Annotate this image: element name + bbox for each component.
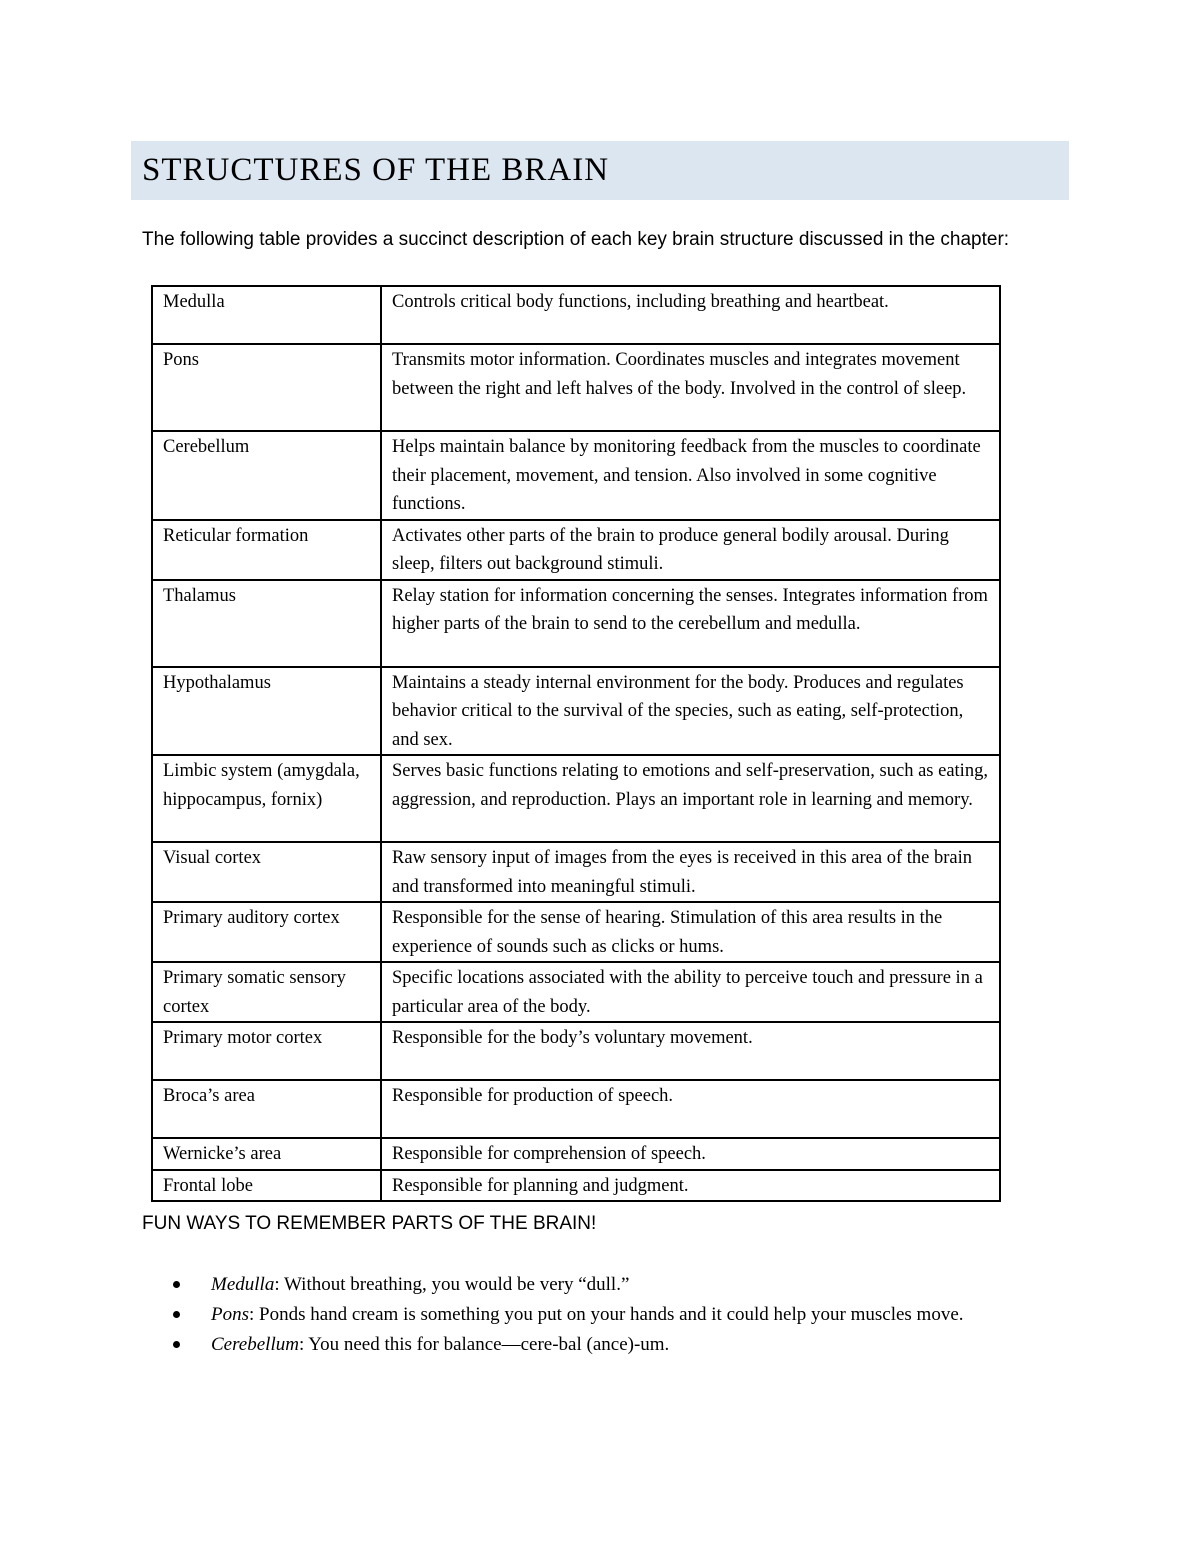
table-row [152, 755, 1000, 842]
structure-description: Helps maintain balance by monitoring feedback from the muscles to coordinate their placement, movement, and tension. Also involved in some cognitive functions. [381, 431, 1000, 520]
table-row [152, 902, 1000, 962]
intro-paragraph: The following table provides a succinct description of each key brain structure discussed in the chapter: [142, 229, 1010, 250]
structure-name: Thalamus [152, 580, 381, 667]
table-row [152, 962, 1000, 1022]
table-row [152, 1138, 1000, 1170]
bullet-icon [173, 1311, 180, 1318]
fun-ways-heading: FUN WAYS TO REMEMBER PARTS OF THE BRAIN! [142, 1213, 597, 1234]
list-item [173, 1270, 1033, 1299]
structure-name: Primary motor cortex [152, 1022, 381, 1080]
structure-description: Maintains a steady internal environment for the body. Produces and regulates behavior critical to the survival of the species, such as eating, self-protection, and sex. [381, 667, 1000, 756]
structure-name: Primary auditory cortex [152, 902, 381, 962]
structure-description: Responsible for the body’s voluntary movement. [381, 1022, 1000, 1080]
table-row [152, 1170, 1000, 1202]
mnemonic-text: : You need this for balance—cere-bal (ance)-um. [298, 1334, 670, 1355]
structure-name: Frontal lobe [152, 1170, 381, 1202]
structure-name: Primary somatic sensory cortex [152, 962, 381, 1022]
list-item [173, 1300, 1033, 1329]
structure-name: Cerebellum [152, 431, 381, 520]
structure-description: Responsible for planning and judgment. [381, 1170, 1000, 1202]
structure-description: Responsible for production of speech. [381, 1080, 1000, 1138]
page-title: STRUCTURES OF THE BRAIN [142, 152, 610, 188]
structure-name: Medulla [152, 286, 381, 344]
structure-name: Wernicke’s area [152, 1138, 381, 1170]
table-row [152, 580, 1000, 667]
title-banner [131, 141, 1069, 200]
structure-description: Controls critical body functions, including breathing and heartbeat. [381, 286, 1000, 344]
structure-description: Responsible for the sense of hearing. Stimulation of this area results in the experience of sounds such as clicks or hums. [381, 902, 1000, 962]
structure-name: Limbic system (amygdala, hippocampus, fornix) [152, 755, 381, 842]
bullet-icon [173, 1341, 180, 1348]
structure-description: Relay station for information concerning the senses. Integrates information from higher parts of the brain to send to the cerebellum and medulla. [381, 580, 1000, 667]
structure-name: Visual cortex [152, 842, 381, 902]
structure-description: Responsible for comprehension of speech. [381, 1138, 1000, 1170]
table-row [152, 1022, 1000, 1080]
structure-description: Specific locations associated with the ability to perceive touch and pressure in a particular area of the body. [381, 962, 1000, 1022]
table-row [152, 520, 1000, 580]
structure-description: Activates other parts of the brain to produce general bodily arousal. During sleep, filters out background stimuli. [381, 520, 1000, 580]
mnemonic-term: Cerebellum [211, 1334, 299, 1355]
table-row [152, 344, 1000, 431]
list-item [173, 1330, 1033, 1359]
structure-description: Transmits motor information. Coordinates muscles and integrates movement between the right and left halves of the body. Involved in the control of sleep. [381, 344, 1000, 431]
mnemonic-text: : Without breathing, you would be very “dull.” [274, 1274, 630, 1295]
structure-description: Raw sensory input of images from the eyes is received in this area of the brain and transformed into meaningful stimuli. [381, 842, 1000, 902]
structure-name: Pons [152, 344, 381, 431]
structure-description: Serves basic functions relating to emotions and self-preservation, such as eating, aggression, and reproduction. Plays an important role in learning and memory. [381, 755, 1000, 842]
table-row [152, 667, 1000, 756]
bullet-icon [173, 1281, 180, 1288]
mnemonic-term: Medulla [211, 1274, 275, 1295]
mnemonic-list [173, 1270, 1033, 1360]
structure-name: Reticular formation [152, 520, 381, 580]
table-row [152, 842, 1000, 902]
structure-name: Broca’s area [152, 1080, 381, 1138]
table-row [152, 286, 1000, 344]
mnemonic-term: Pons [211, 1304, 249, 1325]
brain-structures-table [151, 285, 1001, 1202]
structure-name: Hypothalamus [152, 667, 381, 756]
table-row [152, 431, 1000, 520]
table-row [152, 1080, 1000, 1138]
mnemonic-text: : Ponds hand cream is something you put on your hands and it could help your muscles move. [249, 1304, 964, 1325]
